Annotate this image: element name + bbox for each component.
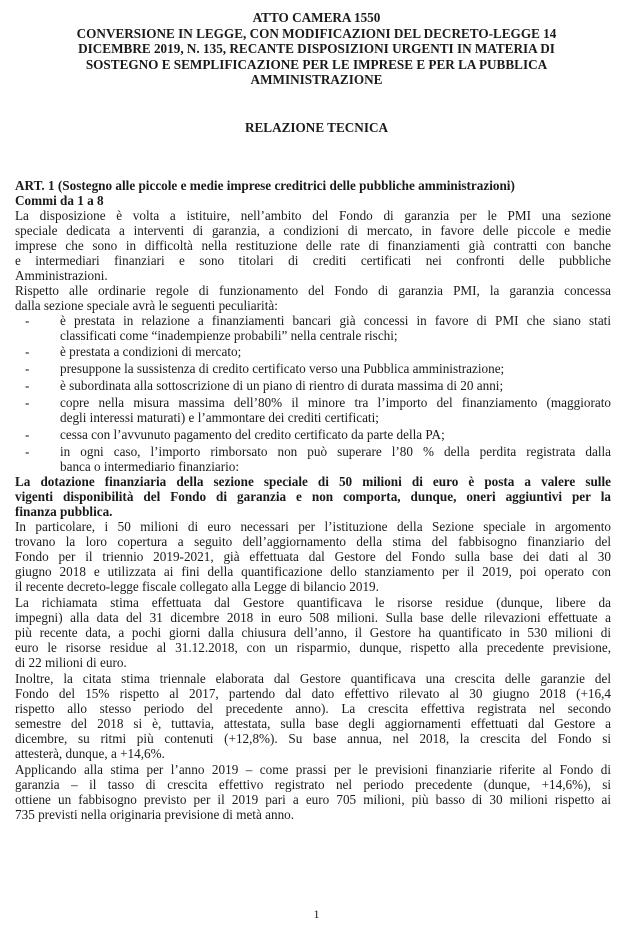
- paragraph-line: semestre del 2018 si è, tuttavia, attestata, sulla base degli aggiornamenti effettuati dal Gestore a: [15, 716, 611, 731]
- header-title-line: SOSTEGNO E SEMPLIFICAZIONE PER LE IMPRESE E PER LA PUBBLICA: [85, 56, 548, 72]
- paragraph-line: rispetto allo stesso periodo del precedente anno). La crescita effettiva registrata nel secondo: [15, 701, 611, 716]
- paragraph-line: La disposizione è volta a istituire, nell’ambito del Fondo di garanzia per le PMI una sezione: [15, 208, 611, 223]
- paragraph-line: dalla sezione speciale avrà le seguenti peculiarità:: [15, 298, 278, 313]
- paragraph-line: Amministrazioni.: [15, 268, 108, 283]
- paragraph-line: 735 previsti nella originaria previsione di metà anno.: [15, 807, 295, 822]
- paragraph-line: trovano la loro copertura a seguito dell’aggiornamento della stima del fabbisogno finanziario del: [15, 534, 611, 549]
- bullet-line: è prestata a condizioni di mercato;: [60, 344, 242, 359]
- bold-paragraph-line: finanza pubblica.: [15, 504, 113, 519]
- paragraph-line: Applicando alla stima per l’anno 2019 – come prassi per le previsioni finanziarie riferite al Fondo di: [15, 762, 611, 777]
- bullet-dash: -: [25, 444, 30, 459]
- paragraph-line: giugno 2018 e utilizzata ai fini della quantificazione dello stanziamento per il 2019, poi operato con: [15, 564, 611, 579]
- page-number: 1: [313, 907, 320, 921]
- paragraph-line: impegni) alla data del 31 dicembre 2018 in euro 508 milioni. Sulla base delle rilevazioni effettuate a: [15, 610, 611, 625]
- paragraph-line: In particolare, i 50 milioni di euro necessari per l’istituzione della Sezione speciale in argomento: [15, 519, 611, 534]
- article-commi: Commi da 1 a 8: [15, 193, 104, 208]
- bullet-line: copre nella misura massima dell’80% il minore tra l’importo del finanziamento (maggiorato: [60, 395, 611, 410]
- bold-paragraph-line: vigenti disponibilità del Fondo di garanzia e non comporta, dunque, oneri aggiuntivi per la: [15, 489, 611, 504]
- bullet-dash: -: [25, 427, 30, 442]
- paragraph-line: imprese che sono in difficoltà nella restituzione delle rate di finanziamenti già contratti con banche: [15, 238, 611, 253]
- bullet-line: cessa con l’avvunuto pagamento del credito certificato da parte della PA;: [60, 427, 445, 442]
- bullet-dash: -: [25, 344, 30, 359]
- bullet-line: in ogni caso, l’importo rimborsato non può superare l’80 % della perdita registrata dalla: [60, 444, 611, 459]
- header-title-line: AMMINISTRAZIONE: [250, 72, 383, 87]
- bullet-line: presuppone la sussistenza di credito certificato verso una Pubblica amministrazione;: [60, 361, 505, 376]
- document-subtitle: RELAZIONE TECNICA: [244, 120, 389, 135]
- bullet-dash: -: [25, 313, 30, 328]
- paragraph-line: più recente data, a pochi giorni dalla chiusura dell’anno, il Gestore ha quantificato in 530 milioni di: [15, 625, 611, 640]
- bullet-dash: -: [25, 361, 30, 376]
- bullet-line: classificati come “inadempienze probabili” nella centrale rischi;: [60, 328, 398, 343]
- paragraph-line: speciale dedicata a interventi di garanzia, a condizioni di mercato, in favore delle piccole e medie: [15, 223, 611, 238]
- paragraph-line: garanzia – il tasso di crescita effettivo registrato nel periodo precedente (dunque, +14,6%), si: [15, 777, 611, 792]
- paragraph-line: Inoltre, la citata stima triennale elaborata dal Gestore quantificava una crescita delle garanzie del: [15, 671, 611, 686]
- header-title-line: ATTO CAMERA 1550: [252, 10, 381, 25]
- paragraph-line: il recente decreto-legge fiscale collegato alla Legge di bilancio 2019.: [15, 579, 379, 594]
- paragraph-line: di 22 milioni di euro.: [15, 655, 127, 670]
- paragraph-line: ottiene un fabbisogno previsto per il 2019 pari a euro 705 milioni, più basso di 30 milioni rispetto ai: [15, 792, 611, 807]
- bullet-line: degli interessi maturati) e l’ammontare dei crediti certificati;: [60, 410, 379, 425]
- paragraph-line: attesterà, dunque, a +14,6%.: [15, 746, 165, 761]
- paragraph-line: Fondo del 15% rispetto al 2017, partendo dal dato effettivo rilevato al 30 giugno 2018 (+16,4: [15, 686, 611, 701]
- paragraph-line: Fondo per il triennio 2019-2021, già effettuata dal Gestore del Fondo sulla base dei dati al 30: [15, 549, 611, 564]
- paragraph-line: Rispetto alle ordinarie regole di funzionamento del Fondo di garanzia PMI, la garanzia concessa: [15, 283, 611, 298]
- bullet-line: banca o intermediario finanziario:: [60, 459, 240, 474]
- document-header: [30, 10, 603, 88]
- article-heading: ART. 1 (Sostegno alle piccole e medie imprese creditrici delle pubbliche amministrazioni): [15, 178, 515, 193]
- bold-paragraph-line: La dotazione finanziaria della sezione speciale di 50 milioni di euro è posta a valere sulle: [15, 474, 611, 489]
- paragraph-line: dicembre, su ritmi più contenuti (+12,8%). Su base annua, nel 2018, la crescita del Fondo si: [15, 731, 611, 746]
- header-title-line: CONVERSIONE IN LEGGE, CON MODIFICAZIONI DEL DECRETO-LEGGE 14: [76, 25, 557, 41]
- paragraph-line: e intermediari finanziari e sono titolari di crediti certificati nei confronti delle pubbliche: [15, 253, 611, 268]
- bullet-line: è subordinata alla sottoscrizione di un piano di rientro di durata massima di 20 anni;: [60, 378, 504, 393]
- paragraph-line: euro le risorse residue al 31.12.2018, con un risparmio, dunque, rispetto alla precedente previsione,: [15, 640, 611, 655]
- paragraph-line: La richiamata stima effettuata dal Gestore quantificava le risorse residue (dunque, libere da: [15, 595, 611, 610]
- bullet-dash: -: [25, 378, 30, 393]
- bullet-line: è prestata in relazione a finanziamenti bancari già concessi in favore di PMI che siano stati: [60, 313, 611, 328]
- bullet-dash: -: [25, 395, 30, 410]
- header-title-line: DICEMBRE 2019, N. 135, RECANTE DISPOSIZIONI URGENTI IN MATERIA DI: [78, 41, 555, 56]
